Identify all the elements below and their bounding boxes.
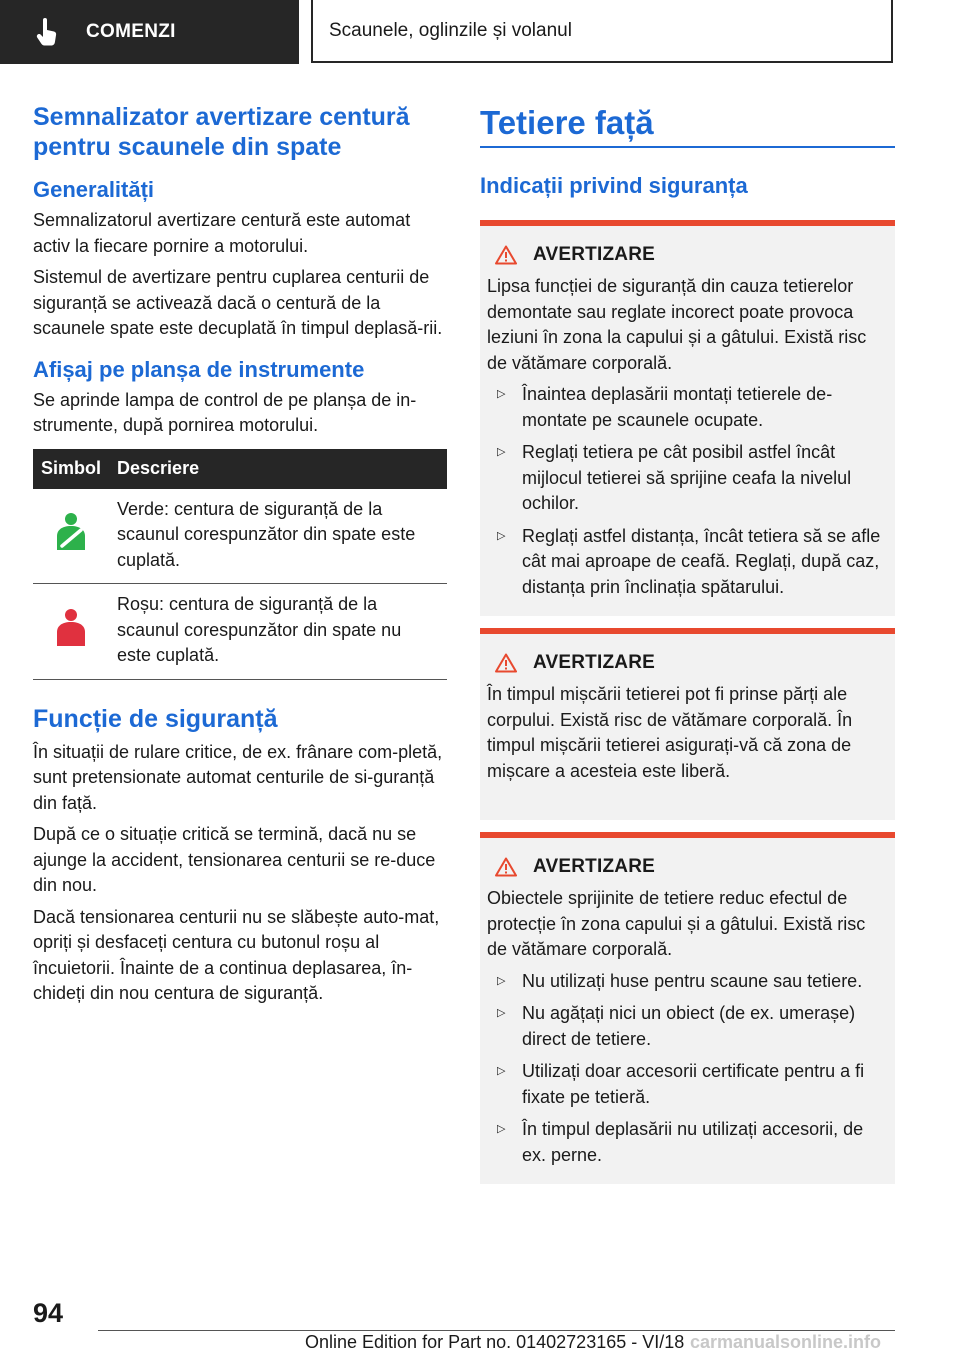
table-header-description: Descriere: [109, 449, 447, 489]
step-text: Reglați astfel distanța, încât tetiera să se afle cât mai aproape de ceafă. Reglați, după caz, distanța prin înclinația spătarului.: [522, 525, 881, 597]
list-item: [487, 440, 888, 517]
chapter-header: [311, 0, 893, 63]
display-heading: Afișaj pe planșa de instrumente: [33, 356, 365, 382]
list-item: [487, 382, 888, 433]
list-item: [487, 1117, 888, 1168]
step-text: Înaintea deplasării montați tetierele de-montate pe scaunele ocupate.: [522, 384, 833, 430]
step-text: Utilizați doar accesorii certificate pentru a fi fixate pe tetieră.: [522, 1061, 865, 1107]
headrests-title: Tetiere față: [480, 104, 654, 141]
display-paragraph: Se aprinde lampa de control de pe planșa de in-strumente, după pornirea motorului.: [33, 389, 417, 435]
table-row: [33, 584, 447, 680]
edition-text: Online Edition for Part no. 01402723165 - VI/18: [305, 1332, 685, 1352]
list-item: [487, 524, 888, 601]
list-item: [487, 969, 888, 995]
table-header-symbol: Simbol: [33, 449, 109, 489]
safety-notes-heading: Indicații privind siguranța: [480, 173, 748, 198]
warning-title: AVERTIZARE: [533, 856, 655, 877]
step-arrow-icon: ▷: [497, 529, 506, 542]
table-row: [33, 489, 447, 584]
list-item: [487, 1059, 888, 1110]
warning-box: [480, 220, 895, 616]
warning-triangle-icon: [495, 653, 517, 673]
left-column: [33, 102, 447, 1007]
seatbelt-reminder-title: Semnalizator avertizare centură pentru scaunele din spate: [33, 103, 410, 161]
description-cell: Roșu: centura de siguranță de la scaunul corespunzător din spate nu este cuplată.: [109, 584, 447, 680]
general-paragraph-2: Sistemul de avertizare pentru cuplarea centurii de siguranță se activează dacă o centură de la scaunele spate este decuplată în timpul deplasă-rii.: [33, 267, 443, 338]
general-heading: Generalități: [33, 177, 155, 202]
step-arrow-icon: ▷: [497, 974, 506, 987]
page-number: 94: [33, 1298, 64, 1328]
warning-text: În timpul mișcării tetierei pot fi prinse părți ale corpului. Există risc de vătămare corporală. În timpul mișcării tetierei asigurați-vă că zona de mișcare a acesteia este liberă.: [487, 684, 853, 781]
warning-triangle-icon: [495, 245, 517, 265]
warning-header: [487, 240, 888, 270]
general-paragraph-1: Semnalizatorul avertizare centură este automat activ la fiecare pornire a motorului.: [33, 210, 411, 256]
warning-header: [487, 648, 888, 678]
warning-box: [480, 832, 895, 1184]
warning-triangle-icon: [495, 857, 517, 877]
step-arrow-icon: ▷: [497, 388, 506, 400]
red-seat-occupant-icon: [54, 632, 88, 652]
symbol-cell: [33, 489, 109, 584]
right-column: [480, 100, 895, 1184]
step-text: Nu utilizați huse pentru scaune sau tetiere.: [522, 970, 863, 991]
step-arrow-icon: ▷: [497, 446, 506, 458]
footer-rule: [98, 1330, 895, 1331]
symbol-cell: [33, 584, 109, 680]
step-text: În timpul deplasării nu utilizați accesorii, de ex. perne.: [522, 1119, 864, 1165]
safety-paragraph-1: În situații de rulare critice, de ex. frânare com-pletă, sunt pretensionate automat centurile de si-guranță din față.: [33, 741, 443, 813]
warning-steps: [487, 382, 888, 600]
symbol-table: [33, 449, 447, 680]
pointing-hand-icon: [36, 17, 66, 47]
step-text: Reglați tetiera pe cât posibil astfel încât mijlocul tetierei să sprijine ceafa la nivelul ochilor.: [522, 442, 852, 513]
safety-paragraph-2: După ce o situație critică se termină, dacă nu se ajunge la accident, tensionarea centurii se re-duce din nou.: [33, 824, 436, 895]
list-item: [487, 1001, 888, 1052]
table-header-row: [33, 449, 447, 489]
safety-paragraph-3: Dacă tensionarea centurii nu se slăbește auto-mat, opriți și desfaceți centura cu butonul roșu al încuietorii. Înainte de a continua deplasarea, în-chideți din nou centura de siguranță.: [33, 906, 440, 1003]
title-rule: [480, 146, 895, 148]
warning-title: AVERTIZARE: [533, 652, 655, 673]
section-label: COMENZI: [86, 21, 176, 42]
watermark: carmanualsonline.info: [690, 1332, 882, 1352]
warning-box: [480, 628, 895, 820]
section-tab[interactable]: [0, 0, 299, 64]
step-arrow-icon: ▷: [497, 1065, 506, 1077]
warning-text: Lipsa funcției de siguranță din cauza tetierelor demontate sau reglate incorect poate provoca leziuni în zona la capului și a gâtului. Există risc de vătămare corporală.: [487, 276, 867, 373]
green-seatbelt-icon: [54, 536, 88, 556]
step-arrow-icon: ▷: [497, 1007, 506, 1019]
warning-header: [487, 852, 888, 882]
step-arrow-icon: ▷: [497, 1123, 506, 1135]
warning-title: AVERTIZARE: [533, 244, 655, 265]
safety-function-heading: Funcție de siguranță: [33, 704, 278, 733]
warning-text: Obiectele sprijinite de tetiere reduc efectul de protecție în zona capului și a gâtului. Există risc de vătămare corporală.: [487, 888, 866, 959]
warning-steps: [487, 969, 888, 1169]
step-text: Nu agățați nici un obiect (de ex. umerașe) direct de tetiere.: [522, 1003, 856, 1049]
description-cell: Verde: centura de siguranță de la scaunul corespunzător din spate este cuplată.: [109, 489, 447, 584]
chapter-title: Scaunele, oglinzile și volanul: [329, 19, 572, 41]
